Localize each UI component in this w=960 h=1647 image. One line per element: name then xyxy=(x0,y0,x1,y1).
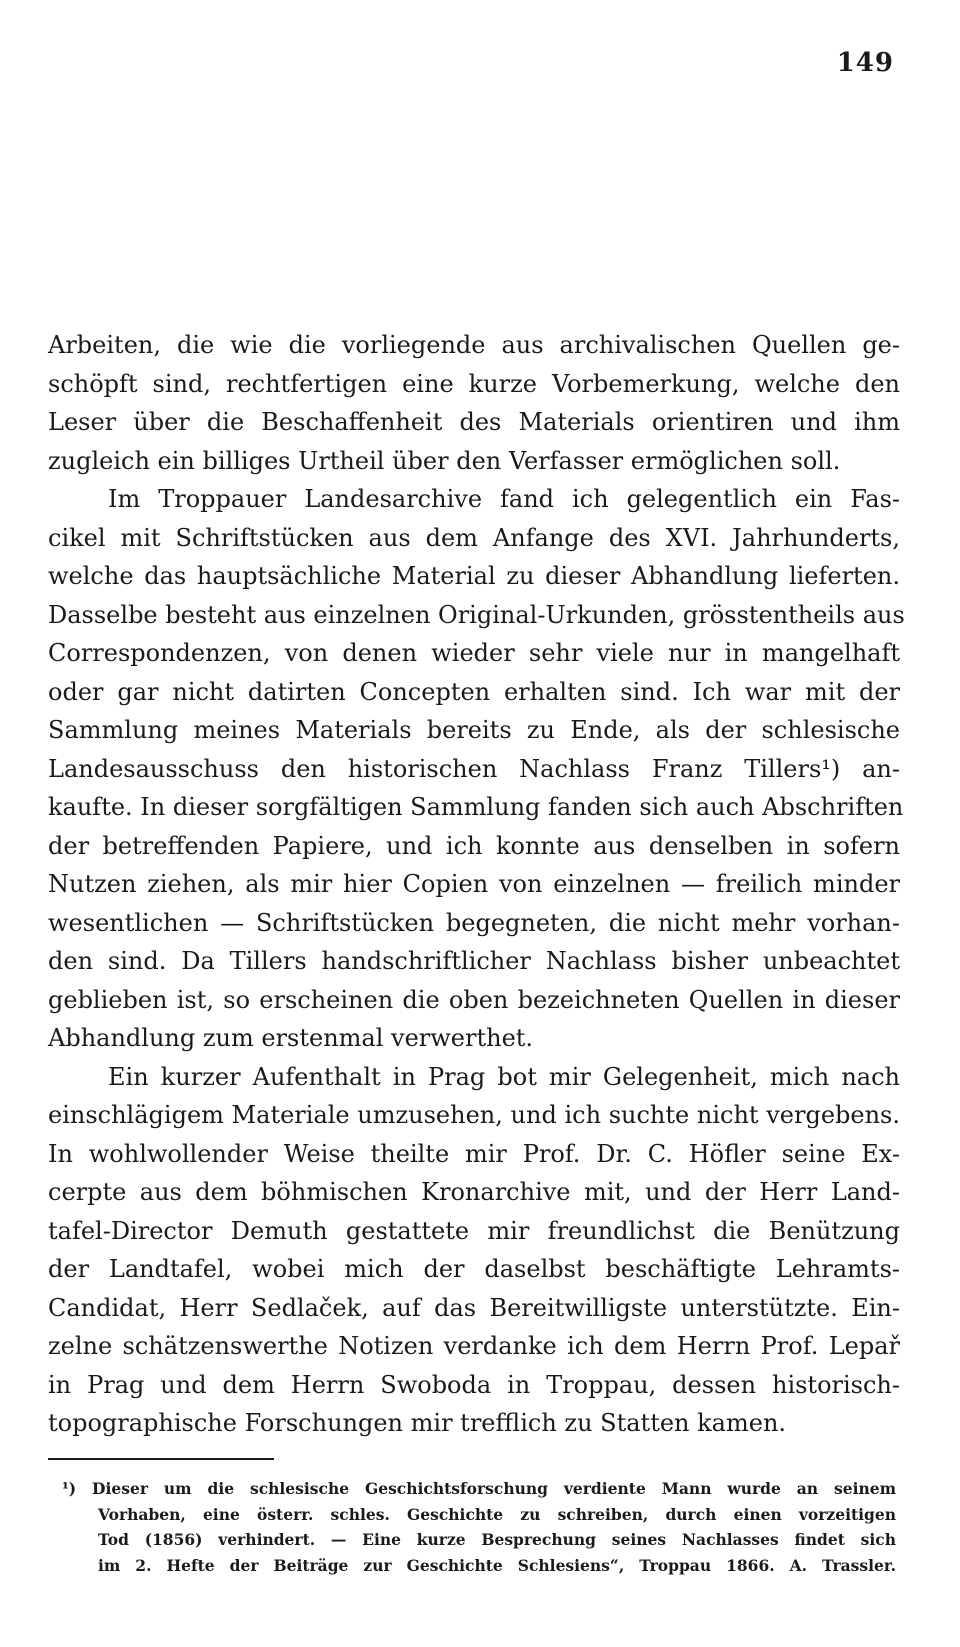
text-line: zugleich ein billiges Urtheil über den Verfasser ermöglichen soll. xyxy=(48,446,841,475)
text-line: Abhandlung zum erstenmal verwerthet. xyxy=(48,1024,534,1052)
text-line: oder gar nicht datirten Concepten erhalten sind. Ich war mit der xyxy=(48,677,900,706)
text-line: schöpft sind, rechtfertigen eine kurze Vorbemerkung, welche den xyxy=(48,369,900,398)
footnote-line: Tod (1856) verhindert. — Eine kurze Besprechung seines Nachlasses findet sich xyxy=(98,1530,896,1549)
text-line: geblieben ist, so erscheinen die oben bezeichneten Quellen in dieser xyxy=(48,985,900,1014)
text-line: zelne schätzenswerthe Notizen verdanke ich dem Herrn Prof. Lepař xyxy=(48,1332,900,1360)
text-line: cerpte aus dem böhmischen Kronarchive mit, und der Herr Land- xyxy=(48,1178,900,1206)
text-line: Landesausschuss den historischen Nachlass Franz Tillers¹) an- xyxy=(48,754,900,783)
text-line: welche das hauptsächliche Material zu dieser Abhandlung lieferten. xyxy=(48,562,900,590)
footnote-divider xyxy=(48,1458,274,1460)
text-line: der Landtafel, wobei mich der daselbst beschäftigte Lehramts- xyxy=(48,1255,900,1283)
text-line: tafel-Director Demuth gestattete mir freundlichst die Benützung xyxy=(48,1216,900,1245)
text-line: einschlägigem Materiale umzusehen, und ich suchte nicht vergebens. xyxy=(48,1101,900,1129)
footnotes xyxy=(62,1476,896,1578)
footnote-line: ¹) Dieser um die schlesische Geschichtsforschung verdiente Mann wurde an seinem xyxy=(62,1479,896,1498)
text-line: cikel mit Schriftstücken aus dem Anfange des XVI. Jahrhunderts, xyxy=(48,523,900,552)
text-line: Arbeiten, die wie die vorliegende aus archivalischen Quellen ge- xyxy=(48,331,900,359)
text-line: in Prag und dem Herrn Swoboda in Troppau, dessen historisch- xyxy=(48,1370,900,1399)
footnote-line: im 2. Hefte der Beiträge zur Geschichte Schlesiens“, Troppau 1866. A. Trassler. xyxy=(98,1555,896,1575)
text-line: Candidat, Herr Sedlaček, auf das Bereitwilligste unterstützte. Ein- xyxy=(48,1293,900,1322)
page-number: 149 xyxy=(836,48,894,78)
footnote-line: Vorhaben, eine österr. schles. Geschichte zu schreiben, durch einen vorzeitigen xyxy=(98,1504,896,1524)
text-line: Sammlung meines Materials bereits zu Ende, als der schlesische xyxy=(48,716,900,744)
text-line: Dasselbe besteht aus einzelnen Original-Urkunden, grösstentheils aus xyxy=(48,600,905,629)
text-line: In wohlwollender Weise theilte mir Prof. Dr. C. Höfler seine Ex- xyxy=(48,1139,900,1168)
text-line: Nutzen ziehen, als mir hier Copien von einzelnen — freilich minder xyxy=(48,870,900,898)
text-line: Ein kurzer Aufenthalt in Prag bot mir Gelegenheit, mich nach xyxy=(108,1062,900,1091)
text-line: wesentlichen — Schriftstücken begegneten, die nicht mehr vorhan- xyxy=(48,908,900,937)
text-line: Correspondenzen, von denen wieder sehr viele nur in mangelhaft xyxy=(48,639,900,667)
text-line: Leser über die Beschaffenheit des Materials orientiren und ihm xyxy=(48,408,900,436)
text-line: kaufte. In dieser sorgfältigen Sammlung fanden sich auch Abschriften xyxy=(48,793,904,821)
body-text xyxy=(48,326,905,1443)
text-line: der betreffenden Papiere, und ich konnte aus denselben in sofern xyxy=(48,831,900,860)
text-line: topographische Forschungen mir trefflich zu Statten kamen. xyxy=(48,1409,787,1437)
text-line: den sind. Da Tillers handschriftlicher Nachlass bisher unbeachtet xyxy=(48,947,900,975)
text-line: Im Troppauer Landesarchive fand ich gelegentlich ein Fas- xyxy=(108,485,900,513)
